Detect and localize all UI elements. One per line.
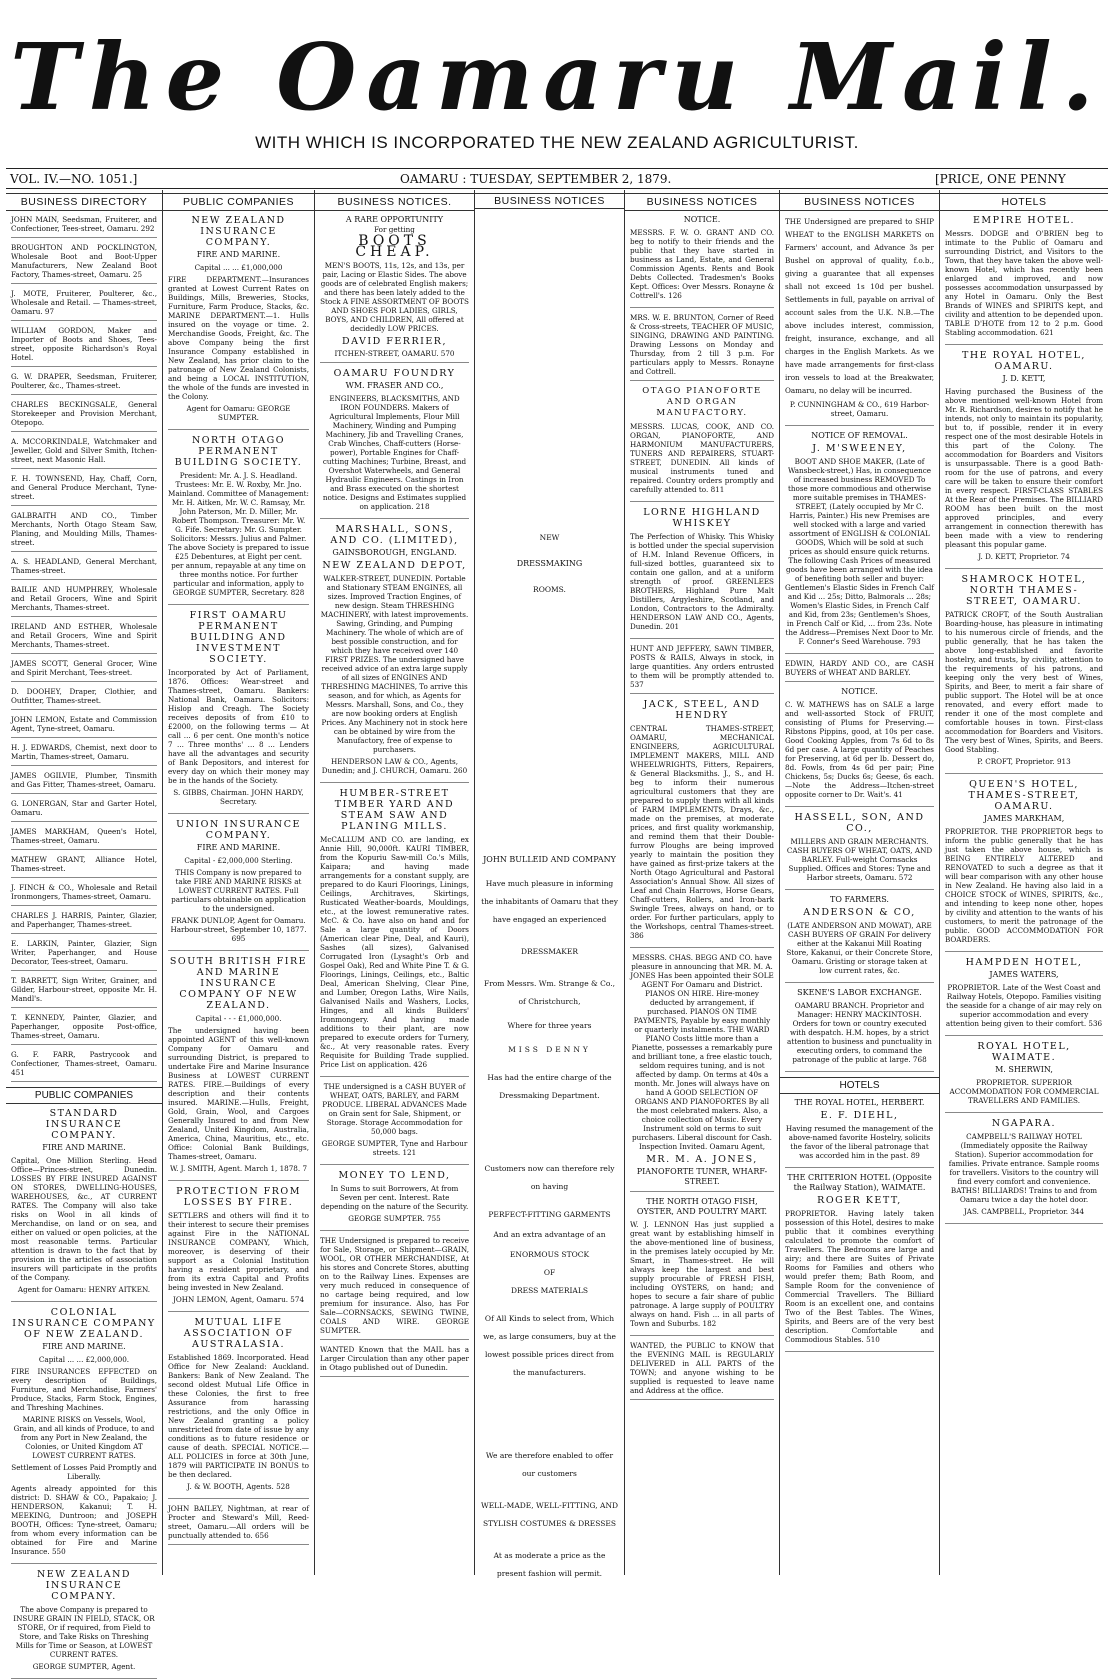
ad-heading: STANDARD INSURANCE COMPANY.	[45, 1108, 123, 1141]
ad-heading: OAMARU FOUNDRY	[333, 368, 456, 379]
ad-line: OF	[543, 1268, 556, 1277]
ad-heading: EMPIRE HOTEL.	[972, 215, 1076, 226]
ad-body: FIRE DEPARTMENT.—Insurances granted at Lowest Current Rates on Buildings, Mills, Breweries, Stocks, Furniture, Farm Produce, Stacks, &c. MARINE DEPARTMENT.—1. Hulls insured on the voyage or time. 2. Merchandise Goods, Freight, &c. The above Company being the first Insurance Company established in New Zealand, has prior claim to the patronage of New Zealand Colonists, and being a LOCAL INSTITUTION, the whole of the funds are invested in the Colony.	[168, 275, 309, 401]
ad-subheading: GAINSBOROUGH, ENGLAND.	[332, 548, 457, 557]
ad-subheading: For getting	[374, 225, 415, 234]
ad-heading: NEW ZEALAND INSURANCE COMPANY.	[36, 1569, 132, 1602]
ad-agent: J. & W. BOOTH, Agents. 528	[187, 1482, 290, 1491]
directory-entry: G. F. FARR, Pastrycook and Confectioner, Thames-street, Oamaru. 451	[11, 1050, 157, 1082]
column-business-notices-4	[780, 190, 940, 1575]
money-to-lend-ad	[320, 1170, 469, 1231]
ad-body: PROPRIETOR. SUPERIOR ACCOMMODATION FOR COMMERCIAL TRAVELLERS AND FAMILIES.	[949, 1078, 1099, 1105]
column-heading: BUSINESS NOTICES	[625, 193, 779, 211]
column-heading: BUSINESS NOTICES	[475, 193, 624, 209]
nz-insurance-grain-ad	[11, 1569, 157, 1679]
union-insurance-ad	[168, 819, 309, 951]
ad-heading: QUEEN'S HOTEL, THAMES-STREET, OAMARU.	[968, 779, 1080, 812]
royal-hotel-waimate-ad	[945, 1041, 1103, 1113]
ad-name: P. CUNNINGHAM & CO., 619 Harbor-street, Oamaru.	[789, 400, 930, 418]
ad-line: And an extra advantage of an	[493, 1230, 606, 1239]
hampden-hotel-ad	[945, 957, 1103, 1036]
evening-mail-notice: WANTED, the PUBLIC to KNOW that the EVENING MAIL is REGULARLY DELIVERED in ALL PARTS of the TOWN; and anyone wishing to be supplied is requested to leave name and Address at the office.	[630, 1341, 774, 1400]
ad-heading: JACK, STEEL, AND HENDRY	[643, 699, 761, 721]
empire-hotel-ad	[945, 215, 1103, 345]
ad-body: CAMPBELL'S RAILWAY HOTEL (Immediately opposite the Railway Station). Superior accommodation for families. Private entrance. Sample rooms for travellers. Visitors to the country will find every comfort and convenience. BATHS! BILLIARDS! Trains to and from Oamaru twice a day the hotel door.	[948, 1132, 1100, 1204]
directory-entry: J. MOTE, Fruiterer, Poulterer, &c., Wholesale and Retail. — Thames-street, Oamaru. 97	[11, 289, 157, 321]
ad-subheading: WM. FRASER AND CO.,	[345, 381, 444, 390]
ad-heading: A RARE OPPORTUNITY	[345, 215, 444, 224]
ad-name: DAVID FERRIER,	[342, 336, 447, 347]
ad-agent: GEORGE SUMPTER, Agent.	[32, 1662, 136, 1671]
directory-entry: GALBRAITH AND CO., Timber Merchants, North Otago Steam Saw, Planing, and Moulding Mills, Thames-street.	[11, 511, 157, 552]
grant-notice-ad	[630, 215, 774, 308]
mutual-life-ad	[168, 1317, 309, 1499]
ad-body: McCALLUM AND CO. are landing, ex Annie Hill, 90,000ft. KAURI TIMBER, from the Kopuriu Saw-mill Co.'s Mills, Kaipara; and having made arrangements for a constant supply, are prepared to do Kauri Floorings, Linings, Ceilings, Architraves, Skirtings, Rusticated Weather-boards, Mouldings, etc., at the lowest remunerative rates. McC. & Co. have also on hand and for Sale a large quantity of Doors (American clear Pine, Deal, and Kauri), Sashes (all sizes), Galvanised Corrugated Iron (Lysaght's Orb and Gospel Oak), Red and White Pine T. & G. Floorings, Linings, Ceilings, etc., Baltic Deal, American Shelving, Clear Pine, and Lumber, Oregon Laths, Wire Nails, Galvanised Nails and Washers, Locks, Hinges, and all kinds Builders' Ironmongery. And having made additions to their plant, are now prepared to execute orders for Turnery, &c., At very reasonable rates. Every Requisite for Building Trade supplied. Price List on application. 426	[320, 835, 469, 1069]
ad-line: Where for three years	[507, 1021, 592, 1030]
ad-body: Having resumed the management of the above-named favorite Hostelry, solicits the favor of the liberal patronage that was accorded him in the past. 89	[785, 1124, 934, 1160]
ad-name: ANDERSON & CO,	[803, 907, 916, 918]
column-public-companies	[163, 190, 315, 1575]
ad-heading: MUTUAL LIFE ASSOCIATION OF AUSTRALASIA.	[183, 1317, 294, 1350]
ad-body: CENTRAL THAMES-STREET, OAMARU, MECHANICAL ENGINEERS, AGRICULTURAL IMPLEMENT MAKERS, MILL AND WHEELWRIGHTS, Fitters, Repairers, & General Blacksmiths. J., S., and H. beg to inform their numerous agricultural customers that they are prepared to supply them with all kinds of FARM IMPLEMENTS, Drays, &c., made on the premises, at moderate prices, and first quality workmanship, and remind them that their Double-furrow Ploughs are being improved yearly to maintain the position they have gained as first-prize takers at the North Otago Agricultural and Pastoral Association's Annual Show. All sizes of Leaf and Chain Harrows, Horse Gears, Chaff-cutters, Rollers, and Iron-bark Swingle Trees, always on hand, or to order. For further particulars, apply to the Workshops, central Thames-street. 386	[630, 724, 774, 940]
directory-entry: J. FINCH & CO., Wholesale and Retail Ironmongers, Thames-street, Oamaru.	[11, 883, 157, 906]
ad-body: BOOT AND SHOE MAKER, (Late of Wansbeck-street,) Has, in consequence of increased business REMOVED To those more commodious and otherwise more suitable premises in THAMES-STREET, (Lately occupied by Mr C. Harris, Painter.) His new Premises are well stocked with a large and varied assortment of ENGLISH & COLONIAL GOODS, Which will be sold at such prices as should ensure quick returns. The following Cash Prices of measured goods have been arranged with the idea of benefiting both seller and buyer: Gentlemen's Elastic Sides in French Calf and Kid ... 25s; Ditto, Balmorals ... 28s; Women's Elastic Sides, in French Calf and Kid, from 23s; Gentlemen's Shoes, in French Calf or Kid, ... from 23s. Note the Address—Premises Next Door to Mr. F. Conner's Seed Warehouse. 793	[785, 457, 934, 646]
ad-heading: ROYAL HOTEL, WAIMATE.	[977, 1041, 1071, 1063]
ad-agent: FRANK DUNLOP, Agent for Oamaru. Harbour-street, September 10, 1877. 695	[170, 916, 307, 943]
humber-street-timber-ad	[320, 788, 469, 1077]
cunningham-wheat-ad	[785, 215, 934, 426]
ad-body: WALKER-STREET, DUNEDIN. Portable and Stationary STEAM ENGINES, all sizes. Improved Traction Engines, of new design. Steam THRESHING MACHINERY, with latest improvements. Sawing, Grinding, and Pumping Machinery. The whole of which are of best possible construction, and for which they have received over 140 FIRST PRIZES. The undersigned have received advice of an extra large supply of all sizes of ENGINES AND THRESHING MACHINES, To arrive this season, and for which, as Agents for Messrs. Marshall, Sons, and Co., they are now booking orders at English Prices. Any Machinery not in stock here can be obtained by wire from the Manufactory, free of expense to purchasers.	[320, 574, 469, 754]
ad-heading: THE ROYAL HOTEL, OAMARU.	[962, 350, 1086, 372]
newspaper-subtitle: WITH WHICH IS INCORPORATED THE NEW ZEALAND AGRICULTURIST.	[255, 133, 859, 152]
ad-body: THE undersigned is a CASH BUYER of WHEAT, OATS, BARLEY, and FARM PRODUCE. LIBERAL ADVANCES Made on Grain sent for Sale, Shipment, or Storage. Storage Accommodation for 50,000 bags.	[322, 1082, 467, 1136]
ad-heading: NGAPARA.	[991, 1118, 1057, 1129]
directory-list	[11, 215, 157, 1082]
column-heading: PUBLIC COMPANIES	[163, 193, 314, 211]
spacer	[480, 213, 619, 533]
otago-pianoforte-ad	[630, 386, 774, 502]
ad-heading: HASSELL, SON, AND CO.,	[794, 812, 925, 834]
section-heading: HOTELS	[780, 1077, 939, 1094]
ad-marine: MARINE RISKS on Vessels, Wool, Grain, and all kinds of Produce, to and from any Port in New Zealand, the Colonies, or United Kingdom AT LOWEST CURRENT RATES.	[13, 1415, 155, 1460]
ad-line: WELL-MADE, WELL-FITTING, AND STYLISH COSTUMES & DRESSES	[480, 1501, 619, 1528]
spacer	[480, 1390, 619, 1440]
ad-body: Of All Kinds to select from, Which we, as large consumers, buy at the lowest possible prices direct from the manufacturers.	[483, 1314, 616, 1377]
colonial-insurance-ad	[11, 1307, 157, 1564]
ad-signature: J. D. KETT, Proprietor. 74	[978, 552, 1070, 561]
ad-title: NEW ZEALAND DEPOT,	[322, 560, 467, 571]
ad-body: FIRE INSURANCES EFFECTED on every description of Buildings, Furniture, and Merchandise, Farmers' Produce, Stacks, Farm Stock, Engines, and Threshing Machines.	[11, 1367, 157, 1412]
ad-name: ROGER KETT,	[817, 1195, 902, 1206]
lorne-whiskey-ad	[630, 507, 774, 639]
oamaru-foundry-ad	[320, 368, 469, 519]
ad-heading: UNION INSURANCE COMPANY.	[176, 819, 301, 841]
ad-body: MESSRS. F. W. O. GRANT AND CO. beg to notify to their friends and the public that they have started in business as Land, Estate, and General Commission Agents. Rents and Book Debts Collected. Tradesmen's Books Kept. Offices: Over Messrs. Ronayne & Cottrell's. 126	[630, 228, 774, 300]
ad-capital: Capital - - - £1,000,000.	[195, 1014, 282, 1023]
ad-line: DRESSMAKER	[520, 947, 579, 956]
directory-entry: T. KENNEDY, Painter, Glazier, and Paperhanger, opposite Post-office, Thames-street, Oamaru.	[11, 1013, 157, 1045]
column-heading: BUSINESS NOTICES.	[315, 193, 474, 211]
shamrock-hotel-ad	[945, 574, 1103, 774]
ad-body: Incorporated by Act of Parliament, 1876. Offices: Wear-street and Thames-street, Oamaru. Bankers: National Bank, Oamaru. Solicitors: Hislop and Creagh. The Society receives deposits of from £10 to £2000, on the following terms — At call ... 6 per cent. One month's notice 7 ... Three months' ... 8 ... Lenders have all the advantages and security of Bank Depositors, and interest for every day on which their money may be in the hands of the Society.	[168, 668, 309, 785]
ad-body: Having purchased the Business of the above mentioned well-known Hotel from Mr. R. Richardson, desires to notify that he intends, not only to maintain its popularity, but to, if possible, render it in every respect one of the most desirable Hotels in this part of the Colony. The accommodation for Boarders and Visitors is unsurpassable. There is a good Bath-room for the use of patrons, and every care will be taken to ensure their comfort in every respect. FIRST-CLASS STABLES At the Rear of the Premises. The BILLIARD ROOM has been built on the most approved principles, and every arrangement in connection therewith has been made with a view to rendering pleasant this popular game.	[945, 387, 1103, 549]
ad-line: MISS DENNY	[508, 1045, 591, 1054]
ad-heading: NOTICE.	[841, 687, 878, 696]
ad-heading: OTAGO PIANOFORTE AND ORGAN MANUFACTORY.	[642, 386, 762, 418]
ad-heading: THE CRITERION HOTEL (Opposite the Railway Station), WAIMATE.	[787, 1173, 932, 1192]
bailey-nightman-ad: JOHN BAILEY, Nightman, at rear of Procter and Steward's Mill, Reed-street, Oamaru.—All orders will be punctually attended to. 656	[168, 1504, 309, 1545]
price: [PRICE, ONE PENNY	[935, 172, 1066, 186]
skene-labor-exchange-ad	[785, 988, 934, 1072]
volume-number: VOL. IV.—NO. 1051.]	[10, 172, 138, 186]
ad-heading: PROTECTION FROM LOSSES BY FIRE.	[176, 1186, 301, 1208]
queens-hotel-ad	[945, 779, 1103, 952]
anderson-grain-ad	[785, 895, 934, 983]
ad-name: J. M'SWEENEY,	[812, 443, 907, 454]
first-oamaru-building-society-ad	[168, 610, 309, 814]
sumpter-cash-buyer-ad	[320, 1082, 469, 1165]
campbell-railway-hotel-ad	[945, 1118, 1103, 1224]
ad-capital: Capital ... ... £1,000,000	[194, 263, 283, 272]
ad-body: MESSRS. LUCAS, COOK, AND CO. ORGAN, PIANOFORTE, AND HARMONIUM MANUFACTURERS, TUNERS AND REPAIRERS, STUART-STREET, DUNEDIN. All kinds of musical instruments tuned and repaired. Country orders promptly and carefully attended to. 811	[630, 422, 774, 494]
directory-entry: JAMES MARKHAM, Queen's Hotel, Thames-street, Oamaru.	[11, 827, 157, 850]
directory-entry: F. H. TOWNSEND, Hay, Chaff, Corn, and General Produce Merchant, Tyne-street.	[11, 474, 157, 506]
ad-agent: HENDERSON LAW & CO., Agents, Dunedin; and J. CHURCH, Oamaru. 260	[321, 757, 468, 775]
ad-line: ENORMOUS STOCK	[509, 1250, 590, 1259]
ad-heading: MARSHALL, SONS, AND CO. (LIMITED),	[330, 524, 459, 546]
ad-body: THE Undersigned are prepared to SHIP WHEAT to the ENGLISH MARKETS on Farmers' account, and Advance 3s per Bushel on approval of quality, f.o.b., giving a guarantee that all expenses shall not exceed 1s 10d per bushel. Settlements in full, payable on arrival of account sales from the U.K. N.B.—The above includes interest, commission, freight, insurance, exchange, and all charges in the English Markets. As we have made arrangements for first-class iron vessels to load at the Breakwater, Oamaru, no delay will be incurred.	[785, 217, 934, 395]
ad-settlement: Settlement of Losses Paid Promptly and Liberally.	[11, 1463, 157, 1481]
directory-entry: E. LARKIN, Painter, Glazier, Sign Writer, Paperhanger, and House Decorator, Tees-street, Oamaru.	[11, 939, 157, 971]
directory-entry: CHARLES BECKINGSALE, General Storekeeper and Provision Merchant, Otepopo.	[11, 400, 157, 432]
ad-line: DRESS MATERIALS	[511, 1286, 588, 1295]
ad-agents: Agents already appointed for this district: D. SHAW & CO., Papakaio; J. HENDERSON, Kakanui; T. H. MEEKING, Duntroon; and JOSEPH BOOTH, Offices: Tyne-street, Oamaru; from whom every information can be obtained for Fire and Marine Insurance. 550	[11, 1484, 157, 1556]
ad-body: SETTLERS and others will find it to their interest to secure their premises against Fire in the NATIONAL INSURANCE COMPANY, Which, moreover, is deserving of their support as a Colonial Institution having a resident proprietary, and from its extra Capital and Profits being invested in New Zealand.	[168, 1211, 309, 1292]
grain-storage-ad: THE Undersigned is prepared to receive for Sale, Storage, or Shipment—GRAIN, WOOL, OR OTHER MERCHANDISE, At his stores and Concrete Stores, abutting on to the Railway Lines. Expenses are very much reduced in consequence of no cartage being required, and low premium for insurance. Also, has For Sale—CORNSACKS, SEWING TWINE, COALS AND WIRE. GEORGE SUMPTER.	[320, 1236, 469, 1340]
spacer	[480, 595, 619, 855]
royal-hotel-oamaru-ad	[945, 350, 1103, 569]
top-rule	[6, 168, 1108, 169]
directory-entry: BROUGHTON AND POCKLINGTON, Wholesale Boot and Boot-Upper Manufacturers, New Zealand Boot Factory, Thames-street, Oamaru. 25	[11, 243, 157, 284]
msweeney-removal-ad	[785, 431, 934, 654]
directory-entry: JAMES SCOTT, General Grocer, Wine and Spirit Merchant, Tees-street.	[11, 659, 157, 682]
ad-agent: Agent for Oamaru: HENRY AITKEN.	[17, 1285, 151, 1294]
ad-heading: THE NORTH OTAGO FISH, OYSTER, AND POULTRY MART.	[636, 1197, 768, 1216]
ad-subheading: FIRE AND MARINE.	[42, 1342, 126, 1351]
ad-body: In Sums to suit Borrowers, At from Seven per cent. Interest. Rate depending on the nature of the Security.	[320, 1184, 469, 1211]
ad-capital: Capital ... ... £2,000,000.	[38, 1355, 130, 1364]
directory-entry: JAMES OGILVIE, Plumber, Tinsmith and Gas Fitter, Thames-street, Oamaru.	[11, 771, 157, 794]
ad-heading: COLONIAL INSURANCE COMPANY OF NEW ZEALAND.	[12, 1307, 156, 1340]
ad-heading: SOUTH BRITISH FIRE AND MARINE INSURANCE COMPANY OF NEW ZEALAND.	[169, 956, 308, 1011]
ad-subheading: FIRE AND MARINE.	[42, 1143, 126, 1152]
directory-entry: WILLIAM GORDON, Maker and Importer of Boots and Shoes, Tees-street, opposite Richardson's Royal Hotel.	[11, 326, 157, 367]
ad-body: Customers now can therefore rely on having	[484, 1164, 615, 1191]
directory-entry: IRELAND AND ESTHER, Wholesale and Retail Grocers, Wine and Spirit Merchants, Thames-street.	[11, 622, 157, 654]
directory-entry: D. DOOHEY, Draper, Clothier, and Outfitter, Thames-street.	[11, 687, 157, 710]
ad-heading: TO FARMERS.	[830, 895, 889, 904]
column-heading: BUSINESS NOTICES	[780, 193, 939, 211]
directory-entry: G. LONERGAN, Star and Garter Hotel, Oamaru.	[11, 799, 157, 822]
ad-name: JAMES MARKHAM,	[983, 814, 1065, 823]
south-british-insurance-ad	[168, 956, 309, 1181]
ad-body: MEN'S BOOTS, 11s, 12s, and 13s, per pair, Lacing or Elastic Sides. The above goods are of celebrated English makers; and there has been lately added to the Stock A FINE ASSORTMENT OF BOOTS AND SHOES FOR LADIES, GIRLS, BOYS, AND CHILDREN, All offered at decidedly LOW PRICES.	[320, 261, 469, 333]
masthead	[0, 0, 1114, 200]
brunton-music-ad: MRS. W. E. BRUNTON, Corner of Reed & Cross-streets, TEACHER OF MUSIC, SINGING, DRAWING AND PAINTING. Drawing Lessons on Monday and Thursday, from 2 till 3 p.m. For particulars apply to Messrs. Ronayne and Cottrell.	[630, 313, 774, 381]
royal-hotel-herbert-ad	[785, 1098, 934, 1168]
criterion-hotel-ad	[785, 1173, 934, 1352]
ad-heading: MONEY TO LEND,	[338, 1170, 451, 1181]
ad-subheading: FIRE AND MARINE.	[196, 250, 281, 259]
dressmaking-ad	[480, 533, 619, 1583]
ad-body: The undersigned having been appointed AGENT of this well-known Company for Oamaru and surrounding District, is prepared to undertake Fire and Marine Insurance Business at LOWEST CURRENT RATES. FIRE.—Buildings of every description and their contents insured. MARINE.—Hulls, Freight, Gold, Grain, Wool, and Cargoes Generally Insured to and from New Zealand, United Kingdom, Australia, America, China, Mauritius, etc., etc. Office: Colonial Bank Buildings, Thames-street, Oamaru.	[168, 1026, 309, 1161]
fish-oyster-mart-ad	[630, 1197, 774, 1336]
ad-line: DRESSMAKING	[516, 559, 583, 568]
ad-subheading: FIRE AND MARINE.	[196, 843, 281, 852]
ad-body: Have much pleasure in informing the inhabitants of Oamaru that they have engaged an experienced	[481, 879, 618, 924]
ad-name: E. F. DIEHL,	[820, 1110, 899, 1121]
ad-body: MILLERS AND GRAIN MERCHANTS. CASH BUYERS OF WHEAT, OATS, AND BARLEY. Full-weight Cornsacks Supplied. Offices and Stores: Tyne and Harbor streets, Oamaru. 572	[786, 837, 933, 882]
ad-name: M. SHERWIN,	[995, 1065, 1053, 1074]
column-heading: BUSINESS DIRECTORY	[6, 193, 162, 211]
ad-body: C. W. MATHEWS has on SALE a large and well-assorted Stock of FRUIT, consisting of Plums for Preserving.—Ribstons Pippins, good, at 10s per case. Good Cooking Apples, from 7s 6d to 8s 6d per case. A large quantity of Peaches for Preserving, at 6d per lb. Dessert do, 8d. Fowls, from 4s 6d per pair; Pine Chickens, 5s; Ducks 6s; Geese, 6s each.—Note the Address—Itchen-street opposite corner to Dr. Wait's. 41	[785, 700, 934, 799]
ad-body: Has had the entire charge of the Dressmaking Department.	[487, 1073, 612, 1100]
ad-name: GEORGE SUMPTER, Tyne and Harbour streets. 121	[321, 1139, 468, 1157]
directory-entry: MATHEW GRANT, Alliance Hotel, Thames-street.	[11, 855, 157, 878]
ad-body: The Perfection of Whisky. This Whisky is bottled under the special supervision of H.M. Inland Revenue Officers, in full-sized bottles, guaranteed six to contain one gallon, and at a uniform strength of proof. GREENLEES BROTHERS, Highland Pure Malt Distillers, Argyleshire, Scotland, and London, Contractors to the Admiralty. HENDERSON LAW AND CO., Agents, Dunedin. 201	[630, 532, 774, 631]
ad-heading: HAMPDEN HOTEL,	[965, 957, 1083, 968]
ad-heading: SKENE'S LABOR EXCHANGE.	[797, 988, 922, 997]
ad-capital: Capital - £2,000,000 Sterling.	[184, 856, 293, 865]
ad-body: (LATE ANDERSON AND MOWAT), ARE CASH BUYERS OF GRAIN For delivery either at the Kakanui Mill Roating Store, Kakanui, or their Concrete Store, Oamaru. Gristing or storage taken at low current rates, &c.	[786, 921, 933, 975]
ad-body: PROPRIETOR. Having lately taken possession of this Hotel, desires to make public that it combines everything calculated to promote the comfort of Travellers. The Bedrooms are large and airy; and there are Suites of Private Rooms for Families and others who would prefer them; Bath Room, and Sample Room for the convenience of Commercial Travellers. The Billiard Room is an excellent one, and contains Two of the Best Tables. The Wines, Spirits, and Beers are of the very best description. Comfortable and Commodious Stables. 510	[785, 1209, 934, 1344]
ad-body: PROPRIETOR. Late of the West Coast and Railway Hotels, Otepopo. Families visiting the seaside for a change of air may rely on superior accommodation and every attention being given to their comfort. 536	[945, 983, 1103, 1028]
issue-date: OAMARU : TUESDAY, SEPTEMBER 2, 1879.	[400, 172, 672, 186]
mathews-fruit-ad	[785, 687, 934, 807]
ad-heading: THE ROYAL HOTEL, HERBERT.	[794, 1098, 925, 1107]
marshall-sons-ad	[320, 524, 469, 783]
ad-body: At as moderate a price as the present fashion will permit.	[493, 1551, 606, 1578]
ad-signature: P. CROFT, Proprietor. 913	[977, 757, 1071, 766]
directory-entry: A. S. HEADLAND, General Merchant, Thames-street.	[11, 557, 157, 580]
ad-body: ENGINEERS, BLACKSMITHS, AND IRON FOUNDERS. Makers of Agricultural Implements, Flour Mill Machinery, Winding and Pumping Machinery, Jib and Travelling Cranes, Crab Winches, Chaff-cutters (Horse-power), Portable Engines for Chaff-cutting Machines; Turbine, Breast, and Overshot Waterwheels, and General Hydraulic Engineers. Castings in Iron and Brass executed on the shortest notice. Designs and Estimates supplied on application. 218	[322, 394, 467, 511]
ad-body: MESSRS. CHAS. BEGG AND CO. have pleasure in announcing that MR. M. A. JONES Has been appointed their SOLE AGENT For Oamaru and District. PIANOS ON HIRE. Hire-money deducted by arrangement, if purchased. PIANOS ON TIME PAYMENTS, Payable by easy monthly or quarterly instalments. THE WARD PIANO Costs little more than a Pianette, possesses a remarkably pure and brilliant tone, a free elastic touch, seldom requires tuning, and is not affected by damp. On terms at 40s a month. Mr. Jones will always have on hand A GOOD SELECTION OF ORGANS AND PIANOFORTES By all the most celebrated makers. Also, a choice collection of Music. Every Instrument sold on terms to suit purchasers. Liberal discount for Cash. Inspection Invited. Oamaru Agent,	[630, 953, 774, 1151]
ad-body: Messrs. DODGE and O'BRIEN beg to intimate to the Public of Oamaru and surrounding District, and Visitors to the Town, that they have taken the above well-known Hotel, which has recently been enlarged and improved, and now possesses accommodation unsurpassed by any Hotel in Oamaru. Only the Best Brands of WINES and SPIRITS kept, and civility and attention to be depended upon. TABLE D'HOTE from 12 to 2 p.m. Good Stabling accommodation. 621	[945, 229, 1103, 337]
directory-entry: H. J. EDWARDS, Chemist, next door to Martin, Thames-street, Oamaru.	[11, 743, 157, 766]
hunt-jeffery-ad: HUNT AND JEFFERY, SAWN TIMBER, POSTS & RAILS, Always in stock, in large quantities. Any orders entrusted to them will be promptly attended to. 537	[630, 644, 774, 694]
directory-entry: CHARLES J. HARRIS, Painter, Glazier, and Paperhanger, Thames-street.	[11, 911, 157, 934]
ad-agent: Agent for Oamaru: GEORGE SUMPTER.	[186, 404, 291, 422]
ad-body: PROPRIETOR. THE PROPRIETOR begs to inform the public generally that he has just taken the above house, which is BEING ENTIRELY ALTERED and RENOVATED to such a degree as that it will bear comparison with any other house in New Zealand. He having also laid in a CHOICE STOCK of WINES, SPIRITS, &c., and intending to keep none other, hopes by civility and attention to the wants of his customers, to merit the patronage of the public. GOOD ACCOMMODATION FOR BOARDERS.	[945, 827, 1103, 944]
ad-heading: NORTH OTAGO PERMANENT BUILDING SOCIETY.	[174, 435, 303, 468]
ad-heading: HUMBER-STREET TIMBER YARD AND STEAM SAW AND PLANING MILLS.	[334, 788, 455, 832]
ad-agent: W. J. SMITH, Agent. March 1, 1878. 7	[169, 1164, 308, 1173]
ad-body: W. J. LENNON Has just supplied a great want by establishing himself in the above-mentioned line of business, in the premises lately occupied by Mr. Smart, in Thames-street. He will always keep the largest and best supply procurable of FRESH FISH, including OYSTERS, on hand; and hopes to secure a fair share of public patronage. A large supply of POULTRY always on hand. Fish ... in all parts of Town and Suburbs. 182	[630, 1220, 774, 1328]
column-hotels	[940, 190, 1108, 1575]
ad-line: PERFECT-FITTING GARMENTS	[488, 1210, 611, 1219]
ad-signature: JAS. CAMPBELL, Proprietor. 344	[963, 1207, 1085, 1216]
protection-from-fire-ad	[168, 1186, 309, 1312]
jack-steel-hendry-ad	[630, 699, 774, 948]
directory-entry: A. MCCORKINDALE, Watchmaker and Jeweller, Gold and Silver Smith, Itchen-street, next Masonic Hall.	[11, 437, 157, 469]
ferrier-boots-ad	[320, 215, 469, 363]
begg-pianos-ad	[630, 953, 774, 1192]
ad-signature: S. GIBBS, Chairman. JOHN HARDY, Secretary.	[173, 788, 304, 806]
ad-body: Established 1869. Incorporated. Head Office for New Zealand: Auckland. Bankers: Bank of New Zealand. The second oldest Mutual Life Office in these Colonies, the first to free Assurance from harassing restrictions, and the only Office in New Zealand granting a policy unrestricted from date of issue by any conditions as to future residence or cause of death. SPECIAL NOTICE.—ALL POLICIES in force at 30th June, 1879 will PARTICIPATE IN BONUS to be then declared.	[168, 1353, 309, 1479]
column-heading: HOTELS	[940, 193, 1108, 211]
spacer	[480, 1113, 619, 1153]
column-business-notices-1	[315, 190, 475, 1575]
newspaper-title: The Oamaru Mail.	[10, 23, 1104, 131]
ad-name: JAMES WATERS,	[989, 970, 1059, 979]
directory-entry: JOHN LEMON, Estate and Commission Agent, Tyne-street, Oamaru.	[11, 715, 157, 738]
ad-name: MR. M. A. JONES,	[646, 1154, 758, 1165]
ad-body: OAMARU BRANCH. Proprietor and Manager: HENRY MACKINTOSH. Orders for town or country executed with despatch. H.M. hopes, by a strict attention to business and punctuality in executing orders, to command the patronage of the public at large. 768	[787, 1001, 932, 1064]
section-heading: PUBLIC COMPANIES	[6, 1087, 162, 1104]
ad-heading: NEW ZEALAND INSURANCE COMPANY.	[191, 215, 286, 248]
ad-body: The above Company is prepared to INSURE GRAIN IN FIELD, STACK, OR STORE, Or if required, from Field to Store, and Take Risks on Threshing Mills for Time or Season, at LOWEST CURRENT RATES.	[13, 1605, 155, 1659]
ad-heading: NOTICE OF REMOVAL.	[811, 431, 908, 440]
header-rule	[6, 188, 1108, 189]
directory-entry: G. W. DRAPER, Seedsman, Fruiterer, Poulterer, &c., Thames-street.	[11, 372, 157, 395]
ad-body: President: Mr. A. J. S. Headland. Trustees: Mr. E. W. Roxby, Mr. Jno. Mainland. Committee of Management: Mr. H. Aitken, Mr. W. C. Ramsay, Mr. John Paterson, Mr. D. Miller, Mr. Robert Thompson. Treasurer: Mr. W. G. Fife. Secretary: Mr. G. Sumpter. Solicitors: Messrs. Julius and Palmer. The above Society is prepared to issue £25 Debentures, at Eight per cent. per annum, repayable at any time on three months notice. For further particular and information, apply to GEORGE SUMPTER, Secretary. 828	[168, 471, 309, 597]
nz-insurance-ad	[168, 215, 309, 430]
ad-line: ROOMS.	[533, 585, 566, 594]
directory-entry: JOHN MAIN, Seedsman, Fruiterer, and Confectioner, Tees-street, Oamaru. 292	[11, 215, 157, 238]
ad-company: JOHN BULLEID AND COMPANY	[483, 855, 616, 864]
ad-line: From Messrs. Wm. Strange & Co., of Christchurch,	[483, 979, 616, 1006]
ad-agent: JOHN LEMON, Agent, Oamaru. 574	[172, 1295, 305, 1304]
column-business-directory	[6, 190, 163, 1671]
north-otago-building-society-ad	[168, 435, 309, 605]
ad-body: PATRICK CROFT, of the South Australian Boarding-house, has pleasure in intimating to his numerous circle of friends, and the public generally, that he has taken the above long-established and favorite hostelry, and trusts, by civility, attention to the requirements of his patrons, and keeping only the very best of Wines, Spirits, and Beer, to merit a fair share of public support. The Hotel will be at once renovated, and every effort made to render it one of the most complete and comfortable houses in town. First-class accommodation for Boarders and Visitors. The very best of Wines, Spirits, and Beers. Good Stabling.	[945, 610, 1103, 754]
standard-insurance-ad	[11, 1108, 157, 1302]
ad-heading: FIRST OAMARU PERMANENT BUILDING AND INVESTMENT SOCIETY.	[189, 610, 288, 665]
edwin-hardy-ad: EDWIN, HARDY AND CO., are CASH BUYERS of WHEAT AND BARLEY.	[785, 659, 934, 682]
ad-subheading: PIANOFORTE TUNER, WHARF-STREET.	[636, 1167, 768, 1186]
column-business-notices-3	[625, 190, 780, 1575]
ad-name: GEORGE SUMPTER. 755	[348, 1214, 441, 1223]
hassell-son-ad	[785, 812, 934, 890]
ad-address: ITCHEN-STREET, OAMARU. 570	[334, 349, 455, 358]
column-business-notices-2	[475, 190, 625, 1578]
directory-entry: BAILIE AND HUMPHREY, Wholesale and Retail Grocers, Wine and Spirit Merchants, Thames-street.	[11, 585, 157, 617]
directory-entry: T. BARRETT, Sign Writer, Grainer, and Gilder, Harbour-street, opposite Mr. H. Mandl's.	[11, 976, 157, 1008]
columns	[6, 190, 1108, 1671]
mail-circulation-notice: WANTED Known that the MAIL has a Larger Circulation than any other paper in Otago published out of Dunedin.	[320, 1345, 469, 1377]
ad-name: J. D. KETT,	[1002, 374, 1046, 383]
ad-heading: LORNE HIGHLAND WHISKEY	[643, 507, 761, 529]
ad-body: Capital, One Million Sterling. Head Office—Princes-street, Dunedin. LOSSES BY FIRE INSURED AGAINST ON STORES, DWELLING-HOUSES, WAREHOUSES, &c., AT CURRENT RATES. The Company will also take risks on Wool in all kinds of Merchandise, on land or on sea, and either on valued or open policies, at the most reasonable terms. Particular attention is drawn to the fact that by provision in the articles of association insurers will participate in the profits of the Company.	[11, 1156, 157, 1282]
ad-heading: NOTICE.	[683, 215, 721, 224]
ad-body: We are therefore enabled to offer our customers	[485, 1451, 614, 1478]
ad-line: NEW	[539, 533, 560, 542]
ad-title: BOOTS CHEAP.	[355, 233, 434, 260]
ad-body: THIS Company is now prepared to take FIRE AND MARINE RISKS at LOWEST CURRENT RATES. Full particulars obtainable on application to the undersigned.	[171, 868, 306, 913]
ad-heading: SHAMROCK HOTEL, NORTH THAMES-STREET, OAMARU.	[961, 574, 1087, 607]
